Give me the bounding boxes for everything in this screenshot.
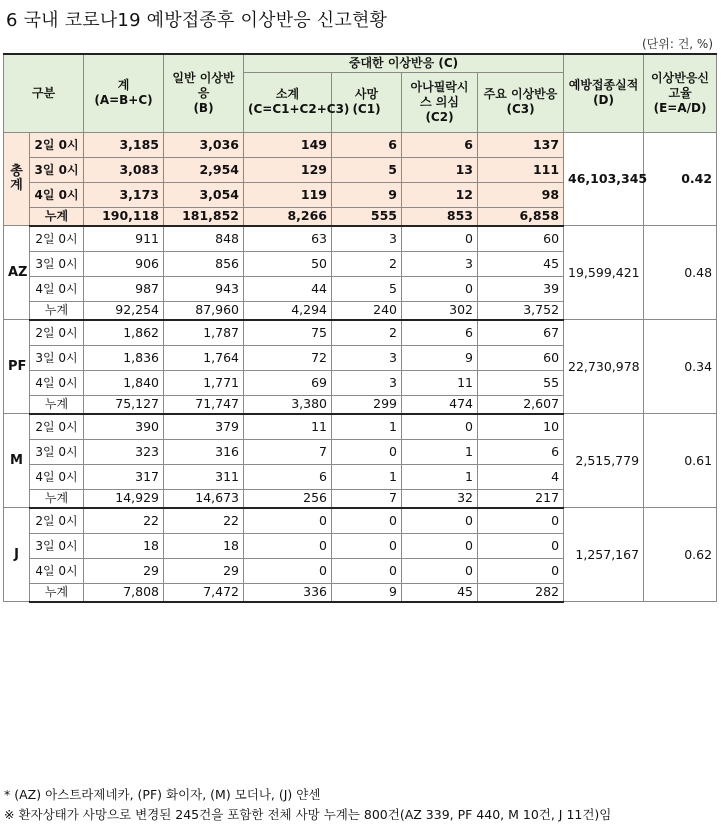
cell-general: 2,954 — [164, 157, 244, 182]
group-az — [4, 226, 717, 320]
cell-major: 3,752 — [478, 301, 564, 320]
cell-general: 311 — [164, 464, 244, 489]
cell-total: 911 — [84, 226, 164, 252]
cell-anaphylaxis: 0 — [402, 276, 478, 301]
cell-total: 3,185 — [84, 132, 164, 157]
cell-total: 190,118 — [84, 207, 164, 226]
cell-death: 6 — [332, 132, 402, 157]
cell-death: 2 — [332, 320, 402, 346]
cell-total: 18 — [84, 533, 164, 558]
cell-major: 217 — [478, 489, 564, 508]
cell-major: 39 — [478, 276, 564, 301]
cell-anaphylaxis: 0 — [402, 226, 478, 252]
cell-major: 0 — [478, 533, 564, 558]
group-j — [4, 508, 717, 602]
day-label: 누계 — [30, 207, 84, 226]
cell-general: 18 — [164, 533, 244, 558]
day-label: 4일 0시 — [30, 182, 84, 207]
table-row — [4, 132, 717, 157]
cell-general: 71,747 — [164, 395, 244, 414]
header-vaccinated: 예방접종실적 (D) — [564, 54, 644, 132]
cell-general: 856 — [164, 251, 244, 276]
cell-anaphylaxis: 0 — [402, 533, 478, 558]
cell-rate: 0.34 — [644, 320, 717, 414]
cell-subtotal: 256 — [244, 489, 332, 508]
day-label: 누계 — [30, 395, 84, 414]
cell-subtotal: 0 — [244, 533, 332, 558]
cell-general: 3,036 — [164, 132, 244, 157]
cell-anaphylaxis: 1 — [402, 439, 478, 464]
cell-anaphylaxis: 32 — [402, 489, 478, 508]
cell-subtotal: 8,266 — [244, 207, 332, 226]
cell-major: 0 — [478, 508, 564, 534]
cell-subtotal: 129 — [244, 157, 332, 182]
cell-total: 75,127 — [84, 395, 164, 414]
adverse-reaction-table — [3, 53, 717, 603]
header-subtotal: 소계 (C=C1+C2+C3) — [244, 72, 332, 132]
cell-subtotal: 6 — [244, 464, 332, 489]
cell-total: 1,862 — [84, 320, 164, 346]
day-label: 누계 — [30, 489, 84, 508]
cell-subtotal: 50 — [244, 251, 332, 276]
cell-anaphylaxis: 6 — [402, 132, 478, 157]
cell-death: 240 — [332, 301, 402, 320]
cell-subtotal: 11 — [244, 414, 332, 440]
day-label: 2일 0시 — [30, 414, 84, 440]
cell-death: 5 — [332, 157, 402, 182]
group-pf — [4, 320, 717, 414]
cell-anaphylaxis: 6 — [402, 320, 478, 346]
table-row — [4, 508, 717, 534]
cell-total: 987 — [84, 276, 164, 301]
table-row — [4, 414, 717, 440]
cell-death: 1 — [332, 414, 402, 440]
group-m — [4, 414, 717, 508]
header-category: 구분 — [4, 54, 84, 132]
cell-death: 9 — [332, 583, 402, 602]
cell-total: 317 — [84, 464, 164, 489]
cell-death: 555 — [332, 207, 402, 226]
cell-subtotal: 149 — [244, 132, 332, 157]
cell-anaphylaxis: 0 — [402, 414, 478, 440]
cell-anaphylaxis: 11 — [402, 370, 478, 395]
cell-general: 3,054 — [164, 182, 244, 207]
cell-anaphylaxis: 3 — [402, 251, 478, 276]
day-label: 2일 0시 — [30, 320, 84, 346]
header-rate: 이상반응신고율 (E=A/D) — [644, 54, 717, 132]
cell-major: 282 — [478, 583, 564, 602]
cell-subtotal: 0 — [244, 508, 332, 534]
day-label: 3일 0시 — [30, 157, 84, 182]
cell-total: 1,840 — [84, 370, 164, 395]
cell-anaphylaxis: 12 — [402, 182, 478, 207]
cell-major: 98 — [478, 182, 564, 207]
cell-total: 29 — [84, 558, 164, 583]
vaccine-label: J — [4, 508, 30, 602]
cell-general: 316 — [164, 439, 244, 464]
cell-subtotal: 4,294 — [244, 301, 332, 320]
cell-death: 7 — [332, 489, 402, 508]
cell-death: 2 — [332, 251, 402, 276]
cell-subtotal: 63 — [244, 226, 332, 252]
day-label: 3일 0시 — [30, 345, 84, 370]
cell-major: 137 — [478, 132, 564, 157]
cell-anaphylaxis: 0 — [402, 508, 478, 534]
cell-general: 14,673 — [164, 489, 244, 508]
vaccine-label: M — [4, 414, 30, 508]
day-label: 4일 0시 — [30, 464, 84, 489]
unit-note: (단위: 건, %) — [641, 37, 713, 51]
cell-major: 60 — [478, 226, 564, 252]
footnote-vaccines: * (AZ) 아스트라제네카, (PF) 화이자, (M) 모더나, (J) 얀센 — [4, 787, 321, 802]
cell-general: 1,764 — [164, 345, 244, 370]
cell-vaccinated: 19,599,421 — [564, 226, 644, 320]
header-major: 주요 이상반응 (C3) — [478, 72, 564, 132]
cell-death: 0 — [332, 533, 402, 558]
cell-total: 7,808 — [84, 583, 164, 602]
cell-anaphylaxis: 0 — [402, 558, 478, 583]
cell-major: 2,607 — [478, 395, 564, 414]
cell-subtotal: 119 — [244, 182, 332, 207]
cell-total: 14,929 — [84, 489, 164, 508]
day-label: 누계 — [30, 583, 84, 602]
header-total: 계 (A=B+C) — [84, 54, 164, 132]
cell-rate: 0.62 — [644, 508, 717, 602]
cell-general: 379 — [164, 414, 244, 440]
cell-subtotal: 7 — [244, 439, 332, 464]
cell-rate: 0.48 — [644, 226, 717, 320]
footnotes — [4, 785, 611, 825]
cell-subtotal: 72 — [244, 345, 332, 370]
cell-subtotal: 0 — [244, 558, 332, 583]
cell-total: 323 — [84, 439, 164, 464]
cell-anaphylaxis: 853 — [402, 207, 478, 226]
cell-subtotal: 69 — [244, 370, 332, 395]
cell-death: 9 — [332, 182, 402, 207]
page-title: 6 국내 코로나19 예방접종후 이상반응 신고현황 — [6, 10, 388, 31]
cell-anaphylaxis: 45 — [402, 583, 478, 602]
day-label: 3일 0시 — [30, 251, 84, 276]
cell-anaphylaxis: 9 — [402, 345, 478, 370]
header-death: 사망 (C1) — [332, 72, 402, 132]
cell-major: 45 — [478, 251, 564, 276]
cell-death: 0 — [332, 558, 402, 583]
cell-major: 6,858 — [478, 207, 564, 226]
cell-death: 5 — [332, 276, 402, 301]
cell-total: 1,836 — [84, 345, 164, 370]
cell-major: 67 — [478, 320, 564, 346]
cell-rate: 0.42 — [644, 132, 717, 226]
cell-total: 3,083 — [84, 157, 164, 182]
cell-death: 3 — [332, 345, 402, 370]
group-total — [4, 132, 717, 226]
day-label: 4일 0시 — [30, 370, 84, 395]
cell-subtotal: 336 — [244, 583, 332, 602]
cell-major: 0 — [478, 558, 564, 583]
cell-anaphylaxis: 1 — [402, 464, 478, 489]
cell-general: 848 — [164, 226, 244, 252]
cell-major: 55 — [478, 370, 564, 395]
cell-death: 299 — [332, 395, 402, 414]
cell-major: 6 — [478, 439, 564, 464]
day-label: 누계 — [30, 301, 84, 320]
cell-major: 111 — [478, 157, 564, 182]
cell-total: 3,173 — [84, 182, 164, 207]
cell-death: 0 — [332, 439, 402, 464]
cell-major: 10 — [478, 414, 564, 440]
day-label: 3일 0시 — [30, 533, 84, 558]
cell-total: 390 — [84, 414, 164, 440]
day-label: 3일 0시 — [30, 439, 84, 464]
header-anaphylaxis: 아나필락시스 의심 (C2) — [402, 72, 478, 132]
cell-major: 4 — [478, 464, 564, 489]
day-label: 2일 0시 — [30, 226, 84, 252]
vaccine-label: 총계 — [4, 132, 30, 226]
cell-death: 3 — [332, 226, 402, 252]
cell-subtotal: 75 — [244, 320, 332, 346]
cell-general: 943 — [164, 276, 244, 301]
cell-death: 1 — [332, 464, 402, 489]
header-serious: 중대한 이상반응 (C) — [244, 54, 564, 72]
cell-major: 60 — [478, 345, 564, 370]
table-row — [4, 226, 717, 252]
cell-death: 0 — [332, 508, 402, 534]
cell-general: 1,771 — [164, 370, 244, 395]
cell-death: 3 — [332, 370, 402, 395]
cell-general: 181,852 — [164, 207, 244, 226]
cell-general: 22 — [164, 508, 244, 534]
day-label: 2일 0시 — [30, 508, 84, 534]
cell-general: 87,960 — [164, 301, 244, 320]
cell-general: 29 — [164, 558, 244, 583]
cell-anaphylaxis: 302 — [402, 301, 478, 320]
cell-vaccinated: 2,515,779 — [564, 414, 644, 508]
cell-vaccinated: 46,103,345 — [564, 132, 644, 226]
cell-rate: 0.61 — [644, 414, 717, 508]
cell-anaphylaxis: 13 — [402, 157, 478, 182]
header-general: 일반 이상반응 (B) — [164, 54, 244, 132]
cell-total: 92,254 — [84, 301, 164, 320]
cell-total: 22 — [84, 508, 164, 534]
vaccine-label: PF — [4, 320, 30, 414]
footnote-deaths: ※ 환자상태가 사망으로 변경된 245건을 포함한 전체 사망 누계는 800건(AZ 339, PF 440, M 10건, J 11건)임 — [4, 807, 612, 822]
cell-subtotal: 3,380 — [244, 395, 332, 414]
cell-general: 7,472 — [164, 583, 244, 602]
day-label: 4일 0시 — [30, 558, 84, 583]
cell-subtotal: 44 — [244, 276, 332, 301]
cell-vaccinated: 1,257,167 — [564, 508, 644, 602]
day-label: 2일 0시 — [30, 132, 84, 157]
cell-vaccinated: 22,730,978 — [564, 320, 644, 414]
cell-anaphylaxis: 474 — [402, 395, 478, 414]
day-label: 4일 0시 — [30, 276, 84, 301]
cell-general: 1,787 — [164, 320, 244, 346]
cell-total: 906 — [84, 251, 164, 276]
vaccine-label: AZ — [4, 226, 30, 320]
table-row — [4, 320, 717, 346]
